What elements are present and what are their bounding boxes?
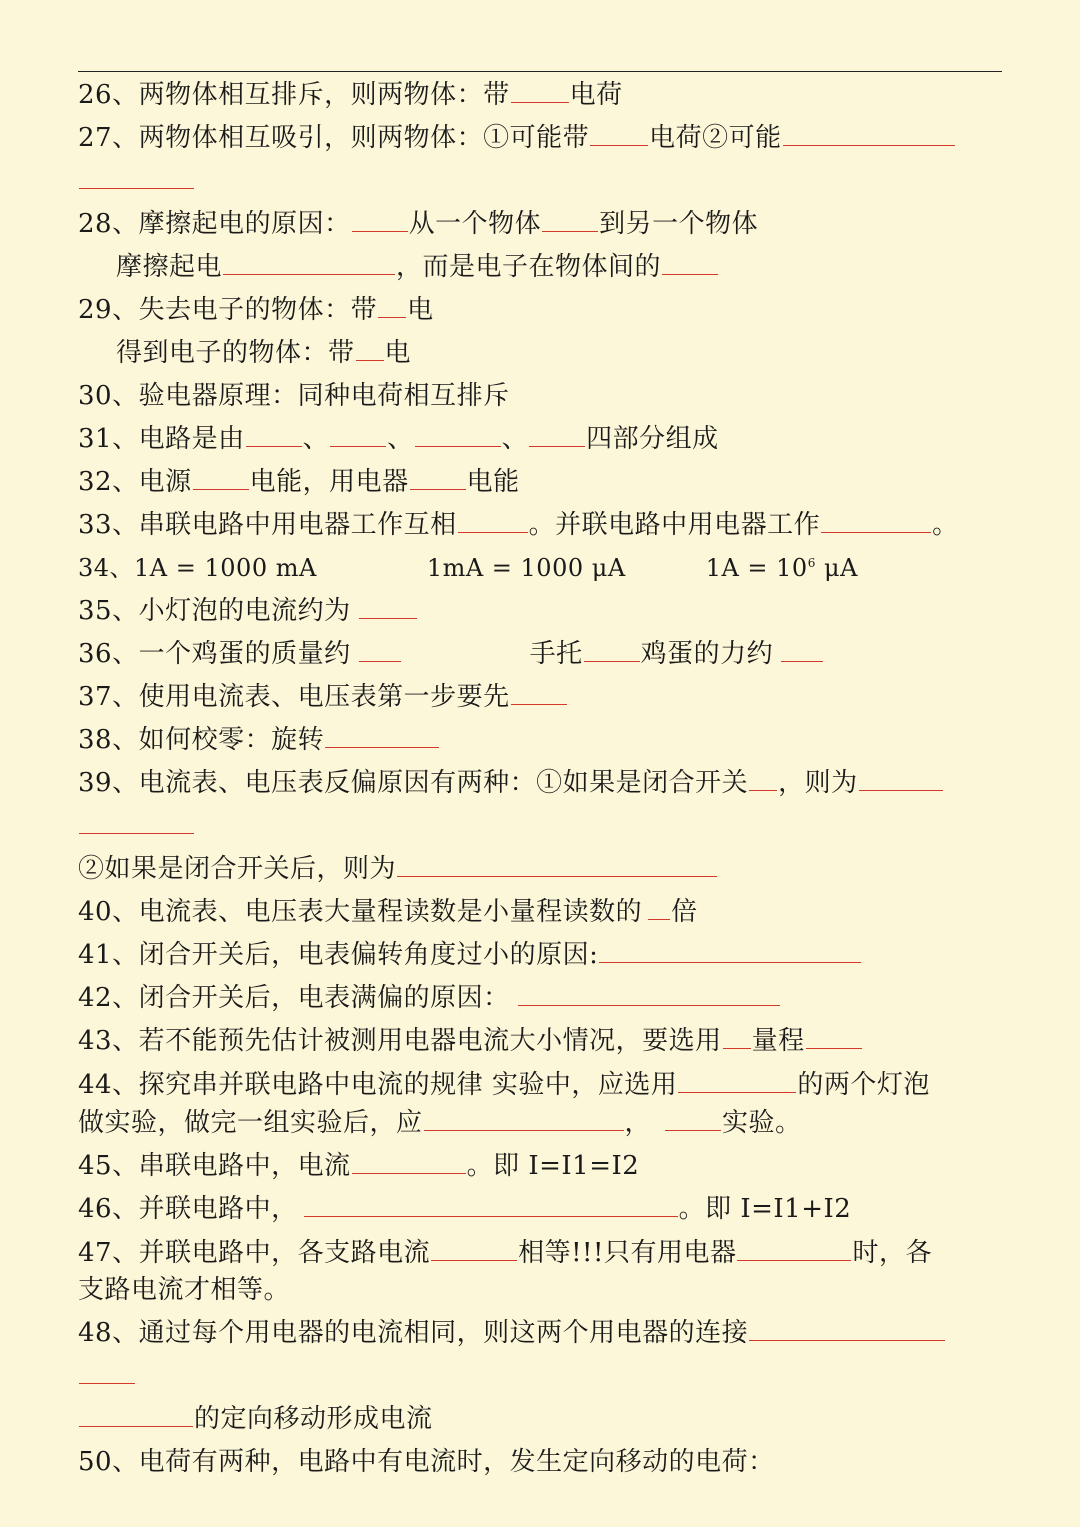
q31-sep: 、 bbox=[302, 424, 330, 454]
q32-text-c: 电能 bbox=[466, 467, 520, 497]
q36-text-b: 手托 bbox=[529, 639, 583, 669]
q34-exponent: 6 bbox=[807, 556, 816, 570]
q28-text-c: 到另一个物体 bbox=[599, 209, 759, 239]
q29b-text-a: 得到电子的物体：带 bbox=[116, 338, 355, 368]
answer-blank[interactable] bbox=[599, 936, 861, 963]
answer-blank[interactable] bbox=[304, 1190, 678, 1217]
q28b-text-a: 摩擦起电 bbox=[116, 252, 223, 282]
q38 bbox=[78, 719, 1002, 762]
q41 bbox=[78, 934, 1002, 977]
answer-blank[interactable] bbox=[410, 463, 466, 490]
q44-text-a: 44、探究串并联电路中电流的规律 实验中，应选用 bbox=[78, 1070, 678, 1100]
q37-text: 37、使用电流表、电压表第一步要先 bbox=[78, 682, 510, 712]
answer-blank[interactable] bbox=[415, 420, 501, 447]
q27-text-b: 电荷②可能 bbox=[649, 123, 782, 153]
q44-text-d: ， bbox=[624, 1108, 652, 1138]
q40-text-a: 40、电流表、电压表大量程读数是小量程读数的 bbox=[78, 897, 643, 927]
answer-blank[interactable] bbox=[359, 592, 417, 619]
q47-text-b: 相等!!!只有用电器 bbox=[518, 1238, 737, 1268]
answer-blank[interactable] bbox=[511, 76, 569, 103]
q44-text-b: 的两个灯泡 bbox=[797, 1070, 930, 1100]
q50-text: 50、电荷有两种，电路中有电流时，发生定向移动的电荷： bbox=[78, 1447, 775, 1477]
answer-blank[interactable] bbox=[431, 1234, 517, 1261]
answer-blank[interactable] bbox=[665, 1104, 721, 1131]
answer-blank[interactable] bbox=[79, 1357, 135, 1384]
answer-blank[interactable] bbox=[529, 420, 585, 447]
answer-blank[interactable] bbox=[330, 420, 386, 447]
q40-text-b: 倍 bbox=[671, 897, 698, 927]
answer-blank[interactable] bbox=[723, 1022, 751, 1049]
answer-blank[interactable] bbox=[223, 248, 395, 275]
q43 bbox=[78, 1020, 1002, 1063]
q30 bbox=[78, 375, 1002, 418]
q39b-text: ②如果是闭合开关后，则为 bbox=[78, 854, 397, 884]
answer-blank[interactable] bbox=[821, 506, 931, 533]
q33-text-c: 。 bbox=[932, 510, 959, 540]
answer-blank[interactable] bbox=[648, 893, 670, 920]
q34-text-d: μA bbox=[815, 554, 858, 582]
answer-blank[interactable] bbox=[458, 506, 528, 533]
answer-blank[interactable] bbox=[678, 1066, 796, 1093]
q27-text-a: 27、两物体相互吸引，则两物体：①可能带 bbox=[78, 123, 590, 153]
q43-text-b: 量程 bbox=[751, 1026, 805, 1056]
q32 bbox=[78, 461, 1002, 504]
answer-blank[interactable] bbox=[518, 979, 780, 1006]
q45 bbox=[78, 1145, 1002, 1188]
q38-text: 38、如何校零：旋转 bbox=[78, 725, 325, 755]
q42 bbox=[78, 977, 1002, 1020]
q26 bbox=[78, 74, 1002, 117]
q46 bbox=[78, 1188, 1002, 1231]
q47-text-c: 时，各 bbox=[852, 1238, 932, 1268]
q28-text-b: 从一个物体 bbox=[408, 209, 542, 239]
q27 bbox=[78, 117, 1002, 160]
q44 bbox=[78, 1063, 1002, 1145]
q34-text-a: 34、1A = 1000 mA bbox=[78, 554, 317, 582]
answer-blank[interactable] bbox=[806, 1022, 862, 1049]
q47 bbox=[78, 1231, 1002, 1312]
q27-continuation bbox=[78, 160, 1002, 203]
q34 bbox=[78, 547, 1002, 590]
answer-blank[interactable] bbox=[325, 721, 439, 748]
answer-blank[interactable] bbox=[356, 334, 384, 361]
q31-sep: 、 bbox=[501, 424, 529, 454]
q39-continuation bbox=[78, 805, 1002, 848]
answer-blank[interactable] bbox=[424, 1104, 624, 1131]
answer-blank[interactable] bbox=[590, 119, 648, 146]
answer-blank[interactable] bbox=[783, 119, 955, 146]
q29 bbox=[78, 289, 1002, 332]
q46-text-b: 。即 I=I1+I2 bbox=[678, 1194, 852, 1224]
q28b-text-b: ，而是电子在物体间的 bbox=[396, 252, 662, 282]
answer-blank[interactable] bbox=[397, 850, 717, 877]
q42-text: 42、闭合开关后，电表满偏的原因： bbox=[78, 983, 510, 1013]
answer-blank[interactable] bbox=[79, 807, 194, 834]
q40 bbox=[78, 891, 1002, 934]
answer-blank[interactable] bbox=[584, 635, 640, 662]
q26-text-b: 电荷 bbox=[569, 80, 623, 110]
q50 bbox=[78, 1441, 1002, 1484]
q29b-text-b: 电 bbox=[384, 338, 412, 368]
q26-text-a: 26、两物体相互排斥，则两物体：带 bbox=[78, 80, 510, 110]
answer-blank[interactable] bbox=[749, 764, 777, 791]
q31-text-a: 31、电路是由 bbox=[78, 424, 245, 454]
q49 bbox=[78, 1398, 1002, 1441]
q36-text-c: 鸡蛋的力约 bbox=[640, 639, 774, 669]
q34-text-c: 1A = 10 bbox=[705, 554, 808, 582]
answer-blank[interactable] bbox=[352, 1147, 466, 1174]
q28-text-a: 28、摩擦起电的原因： bbox=[78, 209, 351, 239]
answer-blank[interactable] bbox=[542, 205, 598, 232]
q32-text-a: 32、电源 bbox=[78, 467, 192, 497]
q33-text-a: 33、串联电路中用电器工作互相 bbox=[78, 510, 457, 540]
q35-text: 35、小灯泡的电流约为 bbox=[78, 596, 351, 626]
q33-text-b: 。并联电路中用电器工作 bbox=[528, 510, 821, 540]
answer-blank[interactable] bbox=[662, 248, 718, 275]
q28-second-line bbox=[78, 246, 1002, 289]
answer-blank[interactable] bbox=[359, 635, 401, 662]
q41-text: 41、闭合开关后，电表偏转角度过小的原因: bbox=[78, 940, 599, 970]
q36-text-a: 36、一个鸡蛋的质量约 bbox=[78, 639, 351, 669]
q36 bbox=[78, 633, 1002, 676]
answer-blank[interactable] bbox=[781, 635, 823, 662]
q37 bbox=[78, 676, 1002, 719]
q29-text-b: 电 bbox=[407, 295, 434, 325]
answer-blank[interactable] bbox=[378, 291, 406, 318]
answer-blank[interactable] bbox=[859, 764, 943, 791]
q31-sep: 、 bbox=[387, 424, 414, 454]
q45-text-a: 45、串联电路中，电流 bbox=[78, 1151, 351, 1181]
q39-text-b: ，则为 bbox=[778, 768, 858, 798]
q39-second-part bbox=[78, 848, 1002, 891]
q31 bbox=[78, 418, 1002, 461]
answer-blank[interactable] bbox=[749, 1314, 945, 1341]
question-list bbox=[78, 74, 1002, 1484]
q34-text-b: 1mA = 1000 μA bbox=[426, 554, 626, 582]
answer-blank[interactable] bbox=[511, 678, 567, 705]
q39 bbox=[78, 762, 1002, 805]
q35 bbox=[78, 590, 1002, 633]
top-rule bbox=[78, 71, 1002, 72]
answer-blank[interactable] bbox=[193, 463, 249, 490]
q29-second-line bbox=[78, 332, 1002, 375]
q48-continuation bbox=[78, 1355, 1002, 1398]
answer-blank[interactable] bbox=[737, 1234, 851, 1261]
q39-text-a: 39、电流表、电压表反偏原因有两种：①如果是闭合开关 bbox=[78, 768, 749, 798]
q31-text-e: 四部分组成 bbox=[586, 424, 719, 454]
answer-blank[interactable] bbox=[246, 420, 302, 447]
q28 bbox=[78, 203, 1002, 246]
q44-text-c: 做实验，做完一组实验后，应 bbox=[78, 1108, 423, 1138]
q48-text: 48、通过每个用电器的电流相同，则这两个用电器的连接 bbox=[78, 1318, 749, 1348]
q47-text-a: 47、并联电路中，各支路电流 bbox=[78, 1238, 431, 1268]
answer-blank[interactable] bbox=[79, 162, 194, 189]
q43-text-a: 43、若不能预先估计被测用电器电流大小情况，要选用 bbox=[78, 1026, 722, 1056]
q32-text-b: 电能，用电器 bbox=[249, 467, 409, 497]
answer-blank[interactable] bbox=[352, 205, 408, 232]
q44-text-e: 实验。 bbox=[722, 1108, 802, 1138]
q46-text-a: 46、并联电路中， bbox=[78, 1194, 298, 1224]
q33 bbox=[78, 504, 1002, 547]
q48 bbox=[78, 1312, 1002, 1355]
q45-text-b: 。即 I=I1=I2 bbox=[466, 1151, 640, 1181]
answer-blank[interactable] bbox=[79, 1400, 193, 1427]
q29-text-a: 29、失去电子的物体：带 bbox=[78, 295, 378, 325]
q30-text: 30、验电器原理：同种电荷相互排斥 bbox=[78, 381, 510, 411]
q49-text: 的定向移动形成电流 bbox=[194, 1404, 433, 1434]
q47-text-d: 支路电流才相等。 bbox=[78, 1275, 291, 1305]
